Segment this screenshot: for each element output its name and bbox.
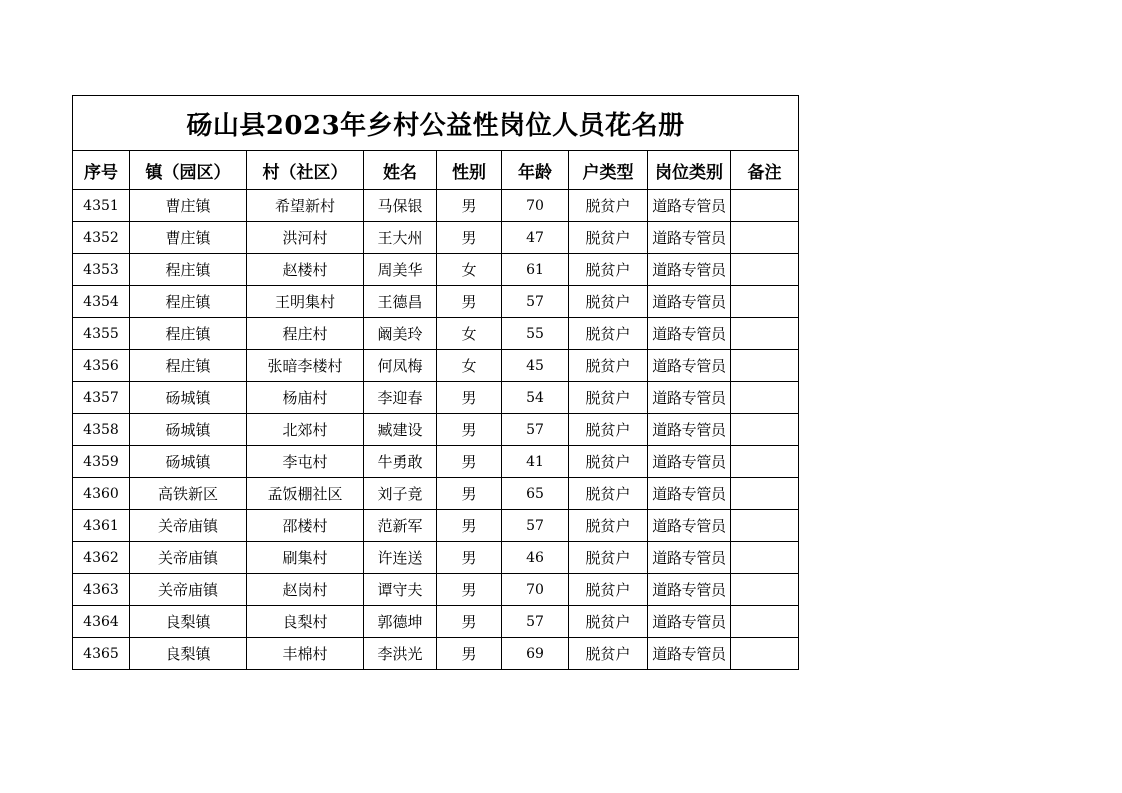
cell-post-category: 道路专管员 [648, 478, 731, 510]
cell-village: 丰棉村 [247, 638, 364, 670]
cell-town: 程庄镇 [130, 254, 247, 286]
cell-gender: 男 [437, 446, 502, 478]
col-header-village: 村（社区） [247, 151, 364, 190]
title-row [73, 96, 799, 151]
col-header-town: 镇（园区） [130, 151, 247, 190]
col-header-index: 序号 [73, 151, 130, 190]
cell-post-category: 道路专管员 [648, 350, 731, 382]
cell-age: 54 [502, 382, 569, 414]
table-row [73, 190, 799, 222]
cell-age: 55 [502, 318, 569, 350]
cell-index: 4356 [73, 350, 130, 382]
cell-remarks [731, 190, 799, 222]
cell-household-type: 脱贫户 [569, 478, 648, 510]
cell-index: 4357 [73, 382, 130, 414]
cell-post-category: 道路专管员 [648, 190, 731, 222]
cell-index: 4352 [73, 222, 130, 254]
cell-household-type: 脱贫户 [569, 286, 648, 318]
table-row [73, 606, 799, 638]
cell-remarks [731, 350, 799, 382]
cell-name: 王德昌 [364, 286, 437, 318]
cell-post-category: 道路专管员 [648, 254, 731, 286]
cell-village: 孟饭棚社区 [247, 478, 364, 510]
cell-town: 良梨镇 [130, 638, 247, 670]
cell-town: 关帝庙镇 [130, 510, 247, 542]
cell-name: 何凤梅 [364, 350, 437, 382]
cell-gender: 男 [437, 510, 502, 542]
cell-gender: 男 [437, 638, 502, 670]
cell-post-category: 道路专管员 [648, 510, 731, 542]
cell-index: 4362 [73, 542, 130, 574]
cell-post-category: 道路专管员 [648, 382, 731, 414]
col-header-post-category: 岗位类别 [648, 151, 731, 190]
cell-remarks [731, 414, 799, 446]
cell-household-type: 脱贫户 [569, 382, 648, 414]
cell-household-type: 脱贫户 [569, 350, 648, 382]
table-row [73, 350, 799, 382]
cell-household-type: 脱贫户 [569, 510, 648, 542]
cell-name: 周美华 [364, 254, 437, 286]
document-title: 砀山县2023年乡村公益性岗位人员花名册 [73, 96, 799, 151]
cell-age: 45 [502, 350, 569, 382]
cell-village: 邵楼村 [247, 510, 364, 542]
cell-household-type: 脱贫户 [569, 254, 648, 286]
col-header-household-type: 户类型 [569, 151, 648, 190]
cell-town: 关帝庙镇 [130, 574, 247, 606]
cell-age: 57 [502, 510, 569, 542]
table-row [73, 254, 799, 286]
cell-age: 70 [502, 190, 569, 222]
cell-household-type: 脱贫户 [569, 414, 648, 446]
cell-household-type: 脱贫户 [569, 606, 648, 638]
cell-post-category: 道路专管员 [648, 318, 731, 350]
cell-gender: 男 [437, 542, 502, 574]
cell-village: 希望新村 [247, 190, 364, 222]
table-row [73, 222, 799, 254]
cell-household-type: 脱贫户 [569, 446, 648, 478]
cell-age: 57 [502, 414, 569, 446]
cell-gender: 男 [437, 574, 502, 606]
cell-village: 杨庙村 [247, 382, 364, 414]
cell-age: 57 [502, 286, 569, 318]
cell-name: 刘子竟 [364, 478, 437, 510]
cell-town: 砀城镇 [130, 382, 247, 414]
cell-remarks [731, 478, 799, 510]
table-row [73, 542, 799, 574]
roster-body [73, 190, 799, 670]
cell-name: 范新军 [364, 510, 437, 542]
cell-town: 砀城镇 [130, 446, 247, 478]
cell-post-category: 道路专管员 [648, 446, 731, 478]
cell-village: 赵楼村 [247, 254, 364, 286]
cell-village: 赵岗村 [247, 574, 364, 606]
cell-name: 许连送 [364, 542, 437, 574]
cell-name: 李洪光 [364, 638, 437, 670]
cell-index: 4353 [73, 254, 130, 286]
col-header-age: 年龄 [502, 151, 569, 190]
cell-town: 程庄镇 [130, 318, 247, 350]
cell-post-category: 道路专管员 [648, 638, 731, 670]
cell-remarks [731, 318, 799, 350]
cell-gender: 女 [437, 350, 502, 382]
cell-town: 曹庄镇 [130, 190, 247, 222]
cell-gender: 男 [437, 190, 502, 222]
table-row [73, 318, 799, 350]
cell-remarks [731, 606, 799, 638]
cell-town: 程庄镇 [130, 286, 247, 318]
cell-remarks [731, 574, 799, 606]
cell-name: 阚美玲 [364, 318, 437, 350]
cell-remarks [731, 638, 799, 670]
cell-gender: 男 [437, 382, 502, 414]
cell-age: 47 [502, 222, 569, 254]
cell-town: 砀城镇 [130, 414, 247, 446]
cell-index: 4364 [73, 606, 130, 638]
cell-name: 李迎春 [364, 382, 437, 414]
cell-remarks [731, 222, 799, 254]
col-header-name: 姓名 [364, 151, 437, 190]
cell-town: 曹庄镇 [130, 222, 247, 254]
roster-table [72, 95, 799, 670]
cell-gender: 女 [437, 254, 502, 286]
header-row [73, 151, 799, 190]
cell-name: 牛勇敢 [364, 446, 437, 478]
cell-name: 王大州 [364, 222, 437, 254]
table-row [73, 510, 799, 542]
cell-age: 70 [502, 574, 569, 606]
cell-remarks [731, 446, 799, 478]
cell-post-category: 道路专管员 [648, 606, 731, 638]
cell-village: 洪河村 [247, 222, 364, 254]
cell-town: 高铁新区 [130, 478, 247, 510]
cell-town: 程庄镇 [130, 350, 247, 382]
cell-household-type: 脱贫户 [569, 542, 648, 574]
col-header-remarks: 备注 [731, 151, 799, 190]
cell-village: 张暗李楼村 [247, 350, 364, 382]
cell-age: 65 [502, 478, 569, 510]
cell-village: 良梨村 [247, 606, 364, 638]
cell-age: 69 [502, 638, 569, 670]
col-header-gender: 性别 [437, 151, 502, 190]
cell-town: 良梨镇 [130, 606, 247, 638]
table-row [73, 574, 799, 606]
cell-remarks [731, 254, 799, 286]
cell-household-type: 脱贫户 [569, 638, 648, 670]
cell-village: 王明集村 [247, 286, 364, 318]
cell-post-category: 道路专管员 [648, 286, 731, 318]
cell-age: 41 [502, 446, 569, 478]
cell-post-category: 道路专管员 [648, 414, 731, 446]
cell-index: 4358 [73, 414, 130, 446]
table-row [73, 414, 799, 446]
cell-index: 4354 [73, 286, 130, 318]
cell-gender: 男 [437, 222, 502, 254]
table-row [73, 638, 799, 670]
table-row [73, 478, 799, 510]
cell-remarks [731, 542, 799, 574]
cell-household-type: 脱贫户 [569, 318, 648, 350]
cell-name: 谭守夫 [364, 574, 437, 606]
cell-index: 4359 [73, 446, 130, 478]
cell-index: 4360 [73, 478, 130, 510]
cell-village: 刷集村 [247, 542, 364, 574]
table-row [73, 446, 799, 478]
cell-gender: 男 [437, 286, 502, 318]
cell-town: 关帝庙镇 [130, 542, 247, 574]
cell-household-type: 脱贫户 [569, 574, 648, 606]
cell-index: 4361 [73, 510, 130, 542]
cell-village: 李屯村 [247, 446, 364, 478]
cell-age: 61 [502, 254, 569, 286]
cell-name: 马保银 [364, 190, 437, 222]
cell-remarks [731, 382, 799, 414]
cell-household-type: 脱贫户 [569, 222, 648, 254]
cell-index: 4365 [73, 638, 130, 670]
cell-post-category: 道路专管员 [648, 542, 731, 574]
table-row [73, 286, 799, 318]
cell-gender: 男 [437, 478, 502, 510]
cell-gender: 男 [437, 606, 502, 638]
cell-gender: 男 [437, 414, 502, 446]
cell-name: 臧建设 [364, 414, 437, 446]
cell-remarks [731, 286, 799, 318]
cell-post-category: 道路专管员 [648, 222, 731, 254]
cell-gender: 女 [437, 318, 502, 350]
cell-post-category: 道路专管员 [648, 574, 731, 606]
cell-age: 46 [502, 542, 569, 574]
cell-household-type: 脱贫户 [569, 190, 648, 222]
cell-remarks [731, 510, 799, 542]
cell-village: 程庄村 [247, 318, 364, 350]
cell-index: 4363 [73, 574, 130, 606]
table-row [73, 382, 799, 414]
cell-village: 北郊村 [247, 414, 364, 446]
cell-name: 郭德坤 [364, 606, 437, 638]
cell-index: 4355 [73, 318, 130, 350]
cell-index: 4351 [73, 190, 130, 222]
cell-age: 57 [502, 606, 569, 638]
